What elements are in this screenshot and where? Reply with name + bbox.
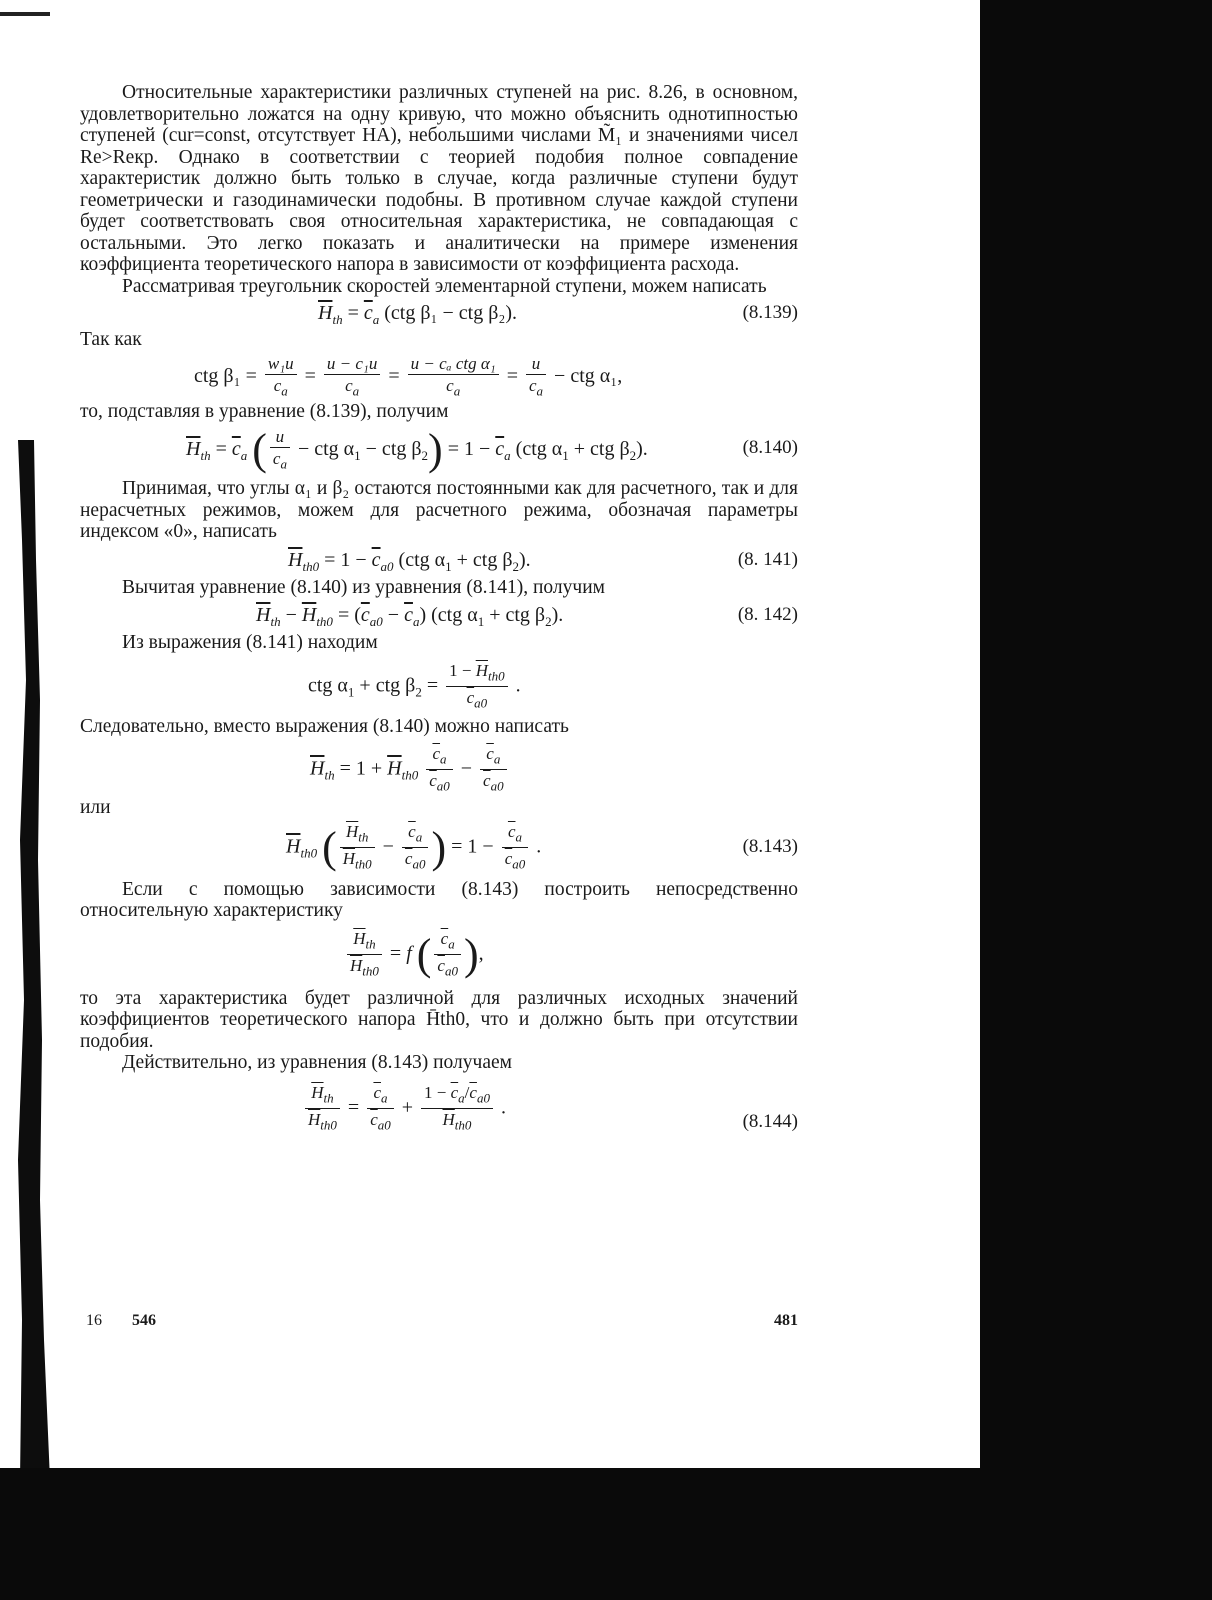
fraction-u-ca-ctg: $\frac{\text{u − cₐ ctg α₁}}{c_a}$ xyxy=(408,353,499,401)
fraction-hth-hth0: $\frac{\overline{H}_{th}}{\overline{H}_{th0}}$ xyxy=(347,928,382,982)
equation-number: (8.143) xyxy=(742,835,798,857)
equation-8-143: $\overline{H}_{th0}$ ( $\frac{\overline{H}_{th}}{\overline{H}_{th0}}$ − $\frac{\overline{c}_a}{\overline{c}_{a0}}$ ) = 1 − $\frac{\overline{c}_a}{\overline{c}_{a0}}$ . (8.143) xyxy=(80,821,798,877)
equation-8-139: $\overline{H}_{th} = \overline{c}_a$ (ctg β₁ − ctg β₂). (8.139) xyxy=(318,302,798,327)
fraction-u-ca: $\frac{u}{c_a}$ xyxy=(270,426,290,474)
equation-number: (8.144) xyxy=(742,1110,798,1132)
paragraph-2: Рассматривая треугольник скоростей элементарной ступени, можем написать xyxy=(122,275,767,297)
ctg-beta1: ctg β₁ xyxy=(390,302,438,324)
equation-8-140: $\overline{H}_{th} = \overline{c}_a$ ( $\frac{u}{c_a}$ − ctg $\alpha_1$ − ctg $\beta_2) = 1 - \overline{c}_a$ (ctg $\alpha_1$ + ctg $\beta_2$). (8.140) xyxy=(186,425,798,475)
c-symbol: $\overline{c}$ xyxy=(363,302,373,324)
equation-relative-characteristic: $\frac{\overline{H}_{th}}{\overline{H}_{th0}}$ = f ( $\frac{\overline{c}_a}{\overline{c}_{a0}}$ ), xyxy=(80,924,798,986)
scan-bottom-margin xyxy=(0,1468,1212,1600)
fraction-hth-hth0: $\frac{\overline{H}_{th}}{\overline{H}_{th0}}$ xyxy=(340,821,375,875)
paragraph-4: то, подставляя в уравнение (8.139), получим xyxy=(80,400,449,422)
page-number-left: 546 xyxy=(132,1312,156,1329)
equation-number: (8.140) xyxy=(742,437,798,458)
ctg-beta2: ctg β₂ xyxy=(458,302,506,324)
ctg-alpha1: ctg α₁ xyxy=(570,364,618,387)
equation-h-th: $\overline{H}_{th} = 1 + \overline{H}_{th0}$ $\frac{\overline{c}_a}{\overline{c}_{a0}}$ − $\frac{\overline{c}_a}{\overline{c}_{a0}}$ xyxy=(80,739,798,795)
fraction-ca-ca0: $\frac{\overline{c}_a}{\overline{c}_{a0}}$ xyxy=(426,743,453,797)
fraction-compound: $\frac{1 - \overline{c}_a/\overline{c}_{a0}}{\overline{H}_{th0}}$ xyxy=(421,1082,493,1136)
equation-8-142: $\overline{H}_{th} - \overline{H}_{th0} = (\overline{c}_{a0} - \overline{c}_a)$ (ctg $\alpha_1$ + ctg $\beta_2$). (8. 142) xyxy=(256,604,798,629)
page-number-right: 481 xyxy=(774,1312,798,1329)
equation-8-144: $\frac{\overline{H}_{th}}{\overline{H}_{th0}}$ = $\frac{\overline{c}_a}{\overline{c}_{a0}}$ + $\frac{1 - \overline{c}_a/\overline{c}_{a0}}{\overline{H}_{th0}}$ . (8.144) xyxy=(80,1076,798,1164)
paragraph-3: Так как xyxy=(80,329,142,350)
paragraph-9: или xyxy=(80,797,111,818)
scan-left-edge xyxy=(0,440,50,1480)
u-term: u xyxy=(531,353,541,373)
fraction-w1u: $\frac{\text{w₁u}}{c_a}$ xyxy=(265,353,297,401)
fraction-1-h-th0-over-ca0: $\frac{1 - \overline{H}_{th0}}{\overline{c}_{a0}}$ xyxy=(446,660,508,714)
fraction-u-ca: $\frac{u}{c_a}$ xyxy=(526,353,546,401)
scan-right-margin xyxy=(980,0,1212,1600)
paragraph-6: Вычитая уравнение (8.140) из уравнения (8.141), получим xyxy=(122,576,605,598)
paragraph-5: Принимая, что углы α₁ и β₂ остаются постоянными как для расчетного, так и для нерасчетных режимов, можем для расчетного режима, обозначая параметры индексом «0», написать xyxy=(80,478,798,542)
fraction-ca-ca0: $\frac{\overline{c}_a}{\overline{c}_{a0}}$ xyxy=(367,1082,394,1136)
scan-top-mark xyxy=(0,12,50,16)
fraction-ca-ca0: $\frac{\overline{c}_a}{\overline{c}_{a0}}$ xyxy=(402,821,429,875)
paragraph-12: Действительно, из уравнения (8.143) получаем xyxy=(122,1052,512,1073)
fraction-ca-ca0: $\frac{\overline{c}_a}{\overline{c}_{a0}}$ xyxy=(502,821,529,875)
equation-number: (8.139) xyxy=(742,302,798,323)
equation-ctg-sum: ctg $\alpha_1$ + ctg $\beta_2$ = $\frac{1 - \overline{H}_{th0}}{\overline{c}_{a0}}$ . xyxy=(80,656,798,714)
paragraph-10: Если с помощью зависимости (8.143) построить непосредственно относительную характеристику xyxy=(80,878,798,921)
paragraph-8: Следовательно, вместо выражения (8.140) можно написать xyxy=(80,715,569,737)
ctg-beta1-lhs: ctg β₁ xyxy=(194,364,241,387)
paragraph-1: Относительные характеристики различных ступеней на рис. 8.26, в основном, удовлетворительно ложатся на одну кривую, что можно объяснить однотипностью ступеней (cur=const, отсутствует НА), небольшими числами M̃₁ и значениями чисел Re>Reкр. Однако в соответствии с теорией подобия полное совпадение характеристик должно быть только в случае, когда различные ступени будут геометрически и газодинамически подобны. В противном случае каждой ступени будет соответствовать своя относительная характеристика, не совпадающая с остальными. Это легко показать и аналитически на примере изменения коэффициента теоретического напора в зависимости от коэффициента расхода. xyxy=(80,82,798,275)
fraction-ca-ca0: $\frac{\overline{c}_a}{\overline{c}_{a0}}$ xyxy=(434,928,461,982)
book-page xyxy=(80,82,798,1166)
fraction-u-c1u: $\frac{\text{u − c₁u}}{c_a}$ xyxy=(324,353,380,401)
paragraph-11: то эта характеристика будет различной для различных исходных значений коэффициентов теоретического напора H̄th0, что и должно быть при отсутствии подобия. xyxy=(80,987,798,1052)
h-symbol: $\overline{H}$ xyxy=(318,302,333,324)
equation-number: (8. 141) xyxy=(737,548,798,570)
equation-8-141: $\overline{H}_{th0} = 1 - \overline{c}_{a0}$ (ctg $\alpha_1$ + ctg $\beta_2$). (8. 141) xyxy=(288,548,798,574)
fraction-ca-ca0: $\frac{\overline{c}_a}{\overline{c}_{a0}}$ xyxy=(480,743,507,797)
paragraph-7: Из выражения (8.141) находим xyxy=(122,632,378,653)
w1u-term: w₁u xyxy=(267,353,294,373)
u-c1u-term: u − c₁u xyxy=(326,353,378,373)
equation-number: (8. 142) xyxy=(737,604,798,625)
fraction-hth-hth0: $\frac{\overline{H}_{th}}{\overline{H}_{th0}}$ xyxy=(305,1082,340,1136)
u-ca-ctg-term: u − cₐ ctg α₁ xyxy=(410,353,496,373)
equation-ctg-beta1: ctg β₁ = $\frac{\text{w₁u}}{c_a}$ = $\frac{\text{u − c₁u}}{c_a}$ = $\frac{\text{u − cₐ ctg α₁}}{c_a}$ = $\frac{u}{c_a}$ − ctg α₁, xyxy=(80,353,798,399)
signature-mark: 16 xyxy=(86,1312,102,1329)
